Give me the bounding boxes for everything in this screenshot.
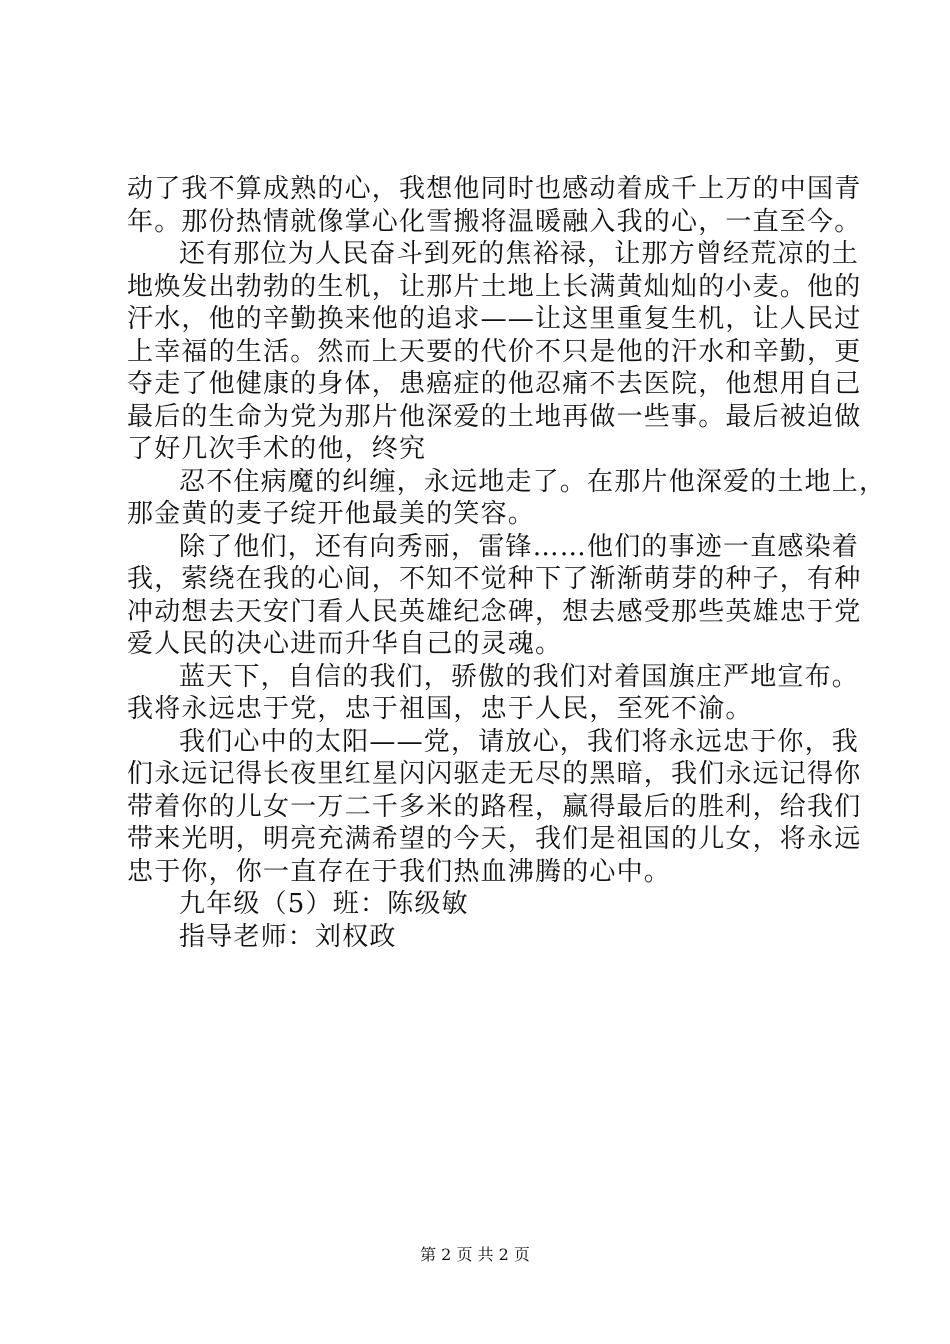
text-line: 了好几次手术的他，终究 [127,434,427,464]
text-line: 汗水，他的辛勤换来他的追求——让这里重复生机，让人民过 [127,304,862,334]
text-line: 带着你的儿女一万二千多米的路程，赢得最后的胜利，给我们 [127,791,862,822]
text-line: 带来光明，明亮充满希望的今天，我们是祖国的儿女，将永远 [127,824,862,854]
text-line: 年。那份热情就像掌心化雪搬将温暖融入我的心，一直至今。 [127,206,862,237]
text-line: 那金黄的麦子绽开他最美的笑容。 [127,499,536,529]
text-line: 忍不住病魔的纠缠，永远地走了。在那片他深爱的土地上， [179,466,887,497]
text-line: 爱人民的决心进而升华自己的灵魂。 [127,629,563,659]
text-line: 们永远记得长夜里红星闪闪驱走无尽的黑暗，我们永远记得你 [127,759,862,789]
text-line: 地焕发出勃勃的生机，让那片土地上长满黄灿灿的小麦。他的 [127,271,862,302]
text-line: 冲动想去天安门看人民英雄纪念碑，想去感受那些英雄忠于党 [127,596,862,627]
page-footer [0,1242,950,1265]
signature-student: 九年级（5）班：陈级敏 [179,889,469,919]
signature-teacher: 指导老师：刘权政 [179,921,397,952]
text-line: 动了我不算成熟的心，我想他同时也感动着成千上万的中国青 [127,174,862,204]
text-line: 最后的生命为党为那片他深爱的土地再做一些事。最后被迫做 [127,401,862,432]
text-line: 除了他们，还有向秀丽，雷锋……他们的事迹一直感染着 [179,531,860,562]
text-line: 忠于你，你一直存在于我们热血沸腾的心中。 [127,856,672,887]
text-line: 蓝天下，自信的我们，骄傲的我们对着国旗庄严地宣布。 [179,661,860,692]
page-number-label: 第 2 页 共 2 页 [420,1245,530,1264]
text-line: 我，萦绕在我的心间，不知不觉种下了渐渐萌芽的种子，有种 [127,564,862,594]
text-line: 我们心中的太阳——党，请放心，我们将永远忠于你，我 [179,726,860,757]
text-line: 夺走了他健康的身体，患癌症的他忍痛不去医院，他想用自己 [127,369,862,399]
text-line: 我将永远忠于党，忠于祖国，忠于人民，至死不渝。 [127,694,753,724]
text-line: 上幸福的生活。然而上天要的代价不只是他的汗水和辛勤，更 [127,336,862,367]
text-line: 还有那位为人民奋斗到死的焦裕禄，让那方曾经荒凉的土 [179,239,860,269]
document-body [127,173,887,953]
